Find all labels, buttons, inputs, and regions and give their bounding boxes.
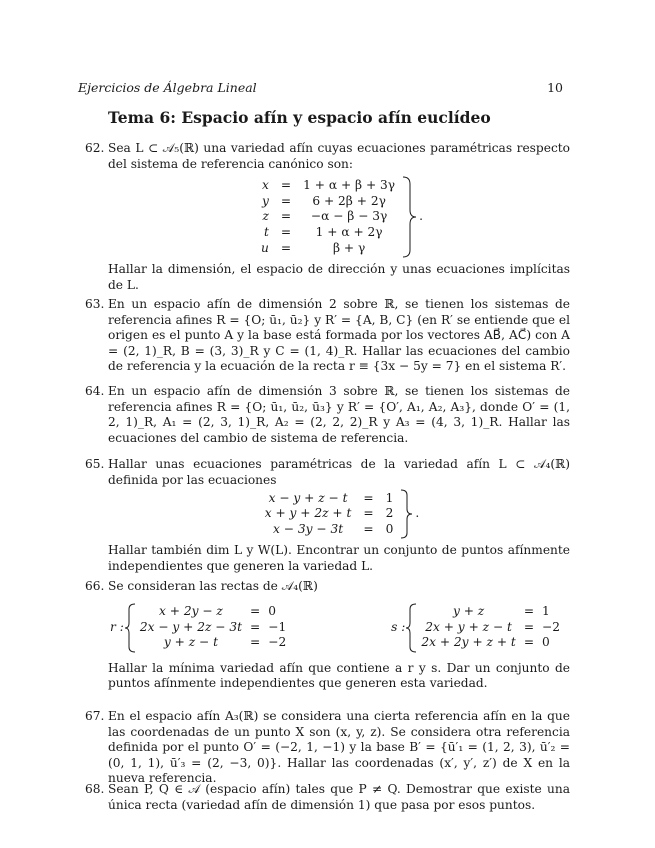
right-brace-icon: [399, 489, 413, 539]
eq-rhs: β + γ: [332, 240, 366, 255]
eq-lhs: 2x + 2y + z + t: [421, 635, 516, 650]
eq-lhs: u: [261, 240, 269, 255]
exercise-number: 64.: [85, 384, 105, 398]
exercise-statement: Hallar unas ecuaciones paramétricas de la variedad afín L ⊂ 𝒜₄(ℝ) definida por las ecuaciones: [108, 457, 570, 487]
eq-lhs: x + y + 2z + t: [264, 506, 352, 521]
eq-rhs: 1: [542, 604, 550, 619]
line-r-system: [110, 603, 290, 653]
eq-sign: =: [280, 224, 292, 239]
eq-sign: =: [523, 635, 535, 650]
eq-lhs: t: [264, 224, 269, 239]
eq-lhs: x: [262, 178, 269, 193]
eq-sign: =: [250, 619, 261, 634]
exercise-statement: En un espacio afín de dimensión 3 sobre ℝ, se tienen los sistemas de referencia afines R = {O; ū₁, ū₂, ū₃} y R′ = {O′, A₁, A₂, A₃}, donde O′ = (1, 2, 1)_R, A₁ = (2, 3, 1)_R, A₂ = (2, 2, 2)_R y A₃ = (4, 3, 1)_R. Hallar las ecuaciones del cambio de sistema de referencia.: [108, 384, 570, 445]
exercise-number: 68.: [85, 782, 105, 796]
exercise-statement: Sean P, Q ∈ 𝒜 (espacio afín) tales que P ≠ Q. Demostrar que existe una única recta (variedad afín de dimensión 1) que pasa por esos puntos.: [108, 782, 570, 812]
line-s-label: s :: [391, 619, 406, 634]
eq-lhs: 2x + y + z − t: [425, 619, 512, 634]
exercise-64: [85, 384, 570, 446]
eq-sign: =: [523, 619, 535, 634]
eq-lhs: x − y + z − t: [268, 490, 348, 505]
exercise-question: Hallar la mínima variedad afín que contiene a r y s. Dar un conjunto de puntos afínmente independientes que generen esta variedad.: [108, 660, 570, 691]
exercise-67: [85, 709, 570, 787]
exercise-question: Hallar la dimensión, el espacio de dirección y unas ecuaciones implícitas de L.: [108, 262, 570, 292]
eq-lhs: x + 2y − z: [159, 604, 223, 619]
running-header: Ejercicios de Álgebra Lineal: [78, 80, 257, 95]
eq-sign: =: [523, 604, 535, 619]
eq-sign: =: [280, 193, 292, 208]
eq-lhs: x − 3y − 3t: [273, 521, 344, 536]
exercise-statement: Se consideran las rectas de 𝒜₄(ℝ): [108, 579, 318, 593]
exercise-62: [85, 141, 570, 293]
left-brace-icon: [405, 603, 417, 653]
exercise-number: 67.: [85, 709, 105, 723]
eq-rhs: −1: [268, 619, 287, 634]
exercise-number: 62.: [85, 141, 105, 155]
exercise-68: [85, 782, 570, 813]
eq-lhs: z: [262, 209, 269, 224]
exercise-statement: En el espacio afín A₃(ℝ) se considera una cierta referencia afín en la que las coordenadas de un punto X son (x, y, z). Se considera otra referencia definida por el punto O′ = (−2, 1, −1) y la base B′ = {ū′₁ = (1, 2, 3), ū′₂ = (0, 1, 1), ū′₃ = (2, −3, 0)}. Hallar las coordenadas (x′, y′, z′) de X en la nueva referencia.: [108, 709, 570, 786]
eq-lhs: 2x − y + 2z − 3t: [139, 619, 243, 634]
line-s-system: [391, 603, 564, 653]
line-r-label: r :: [110, 619, 124, 634]
eq-sign: =: [280, 240, 292, 255]
eq-rhs: 0: [542, 635, 550, 650]
exercise-question: Hallar también dim L y W(L). Encontrar un conjunto de puntos afínmente independientes que generen la variedad L.: [108, 543, 570, 573]
eq-sign: =: [363, 506, 374, 521]
eq-rhs: 1 + α + β + 3γ: [303, 178, 396, 193]
eq-rhs: 0: [385, 521, 394, 536]
exercise-66: [85, 579, 570, 692]
eq-rhs: −2: [542, 619, 560, 634]
implicit-system: x − y + z − t = 1 x + y + 2z + t = 2 x − 3y − 3t = 0 .: [108, 489, 570, 539]
left-brace-icon: [124, 603, 136, 653]
eq-sign: =: [363, 490, 374, 505]
section-title: Tema 6: Espacio afín y espacio afín euclídeo: [108, 108, 491, 127]
exercise-number: 63.: [85, 297, 105, 311]
eq-rhs: 0: [268, 604, 277, 619]
exercise-65: [85, 457, 570, 574]
eq-sign: =: [250, 604, 261, 619]
eq-rhs: −α − β − 3γ: [310, 209, 388, 224]
right-brace-icon: [401, 176, 417, 258]
exercise-statement: En un espacio afín de dimensión 2 sobre ℝ, se tienen los sistemas de referencia afines R = {O; ū₁, ū₂} y R′ = {A, B, C} (en R′ se entiende que el origen es el punto A y la base está formada por los vectores AB⃗, AC⃗) con A = (2, 1)_R, B = (3, 3)_R y C = (1, 4)_R. Hallar las ecuaciones del cambio de referencia y la ecuación de la recta r ≡ {3x − 5y = 7} en el sistema R′.: [108, 297, 570, 374]
eq-rhs: 6 + 2β + 2γ: [312, 193, 386, 208]
exercise-number: 66.: [85, 579, 105, 593]
page-number: 10: [547, 80, 563, 95]
eq-lhs: y + z: [452, 604, 485, 619]
eq-sign: =: [250, 635, 261, 650]
eq-rhs: 1: [385, 490, 394, 505]
eq-sign: =: [363, 521, 374, 536]
parametric-system: x = 1 + α + β + 3γ y = 6 + 2β + 2γ z = −α − β − 3γ t = 1 + α + 2γ u = β + γ .: [108, 176, 570, 258]
lines-systems: [108, 603, 570, 653]
eq-lhs: y + z − t: [163, 635, 218, 650]
exercise-statement: Sea L ⊂ 𝒜₅(ℝ) una variedad afín cuyas ecuaciones paramétricas respecto del sistema de referencia canónico son:: [108, 141, 570, 171]
eq-sign: =: [280, 178, 292, 193]
eq-rhs: −2: [268, 635, 287, 650]
eq-rhs: 1 + α + 2γ: [315, 224, 383, 239]
exercise-number: 65.: [85, 457, 105, 471]
eq-rhs: 2: [385, 506, 394, 521]
eq-sign: =: [280, 209, 292, 224]
eq-lhs: y: [262, 193, 269, 208]
exercise-63: [85, 297, 570, 375]
